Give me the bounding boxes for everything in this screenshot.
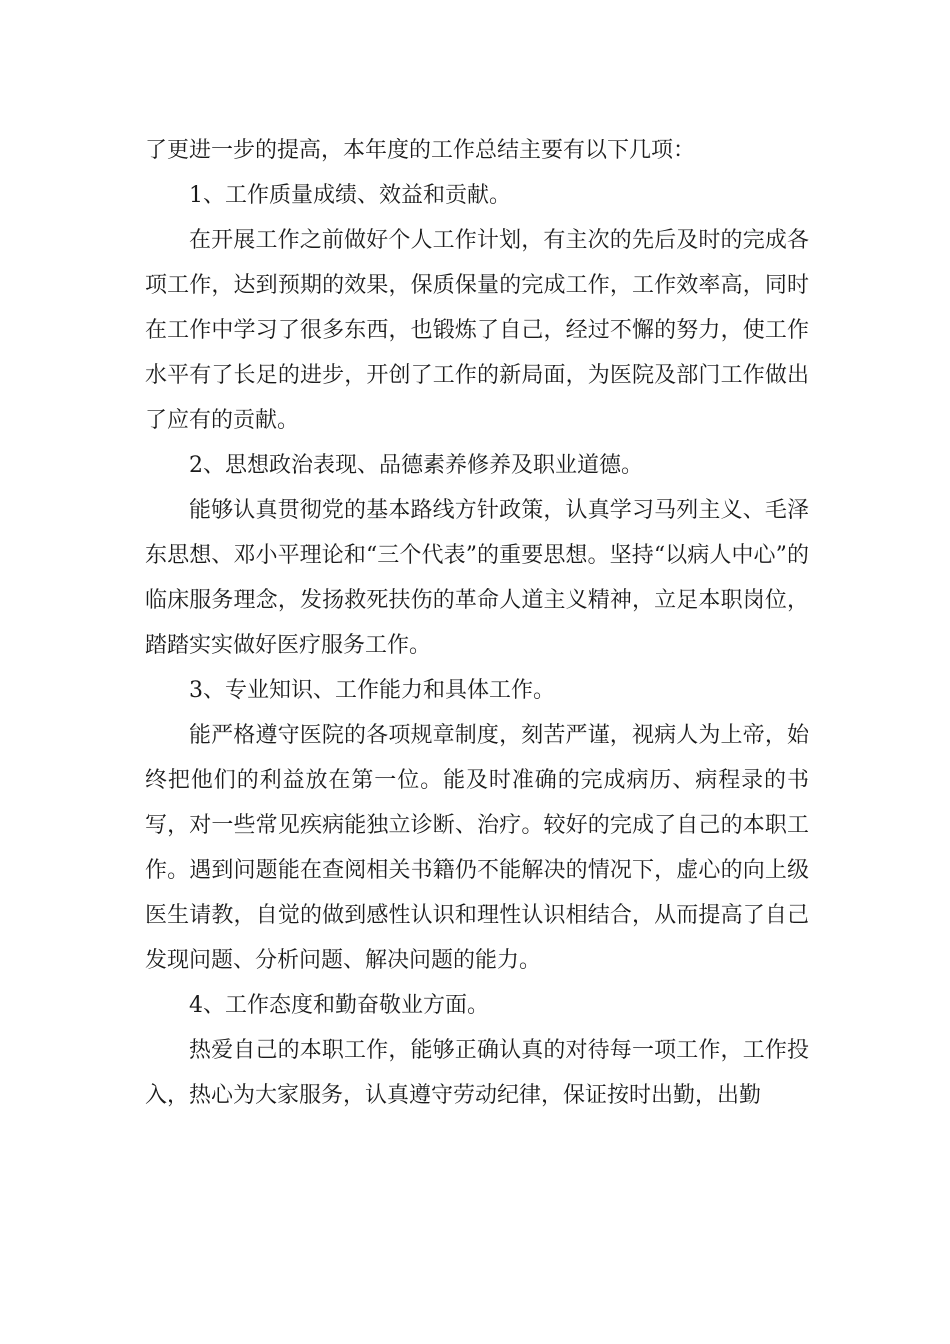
section-heading-political-ethics: 2、思想政治表现、品德素养修养及职业道德。 xyxy=(189,453,643,478)
paragraph-work-attitude: 热爱自己的本职工作，能够正确认真的对待每一项工作，工作投入，热心为大家服务，认真遵守劳动纪律，保证按时出勤，出勤 xyxy=(145,1038,809,1108)
section-heading-work-attitude: 4、工作态度和勤奋敬业方面。 xyxy=(189,993,489,1018)
paragraph-professional-skills: 能严格遵守医院的各项规章制度，刻苦严谨，视病人为上帝，始终把他们的利益放在第一位。能及时准确的完成病历、病程录的书写，对一些常见疾病能独立诊断、治疗。较好的完成了自己的本职工作。遇到问题能在查阅相关书籍仍不能解决的情况下，虚心的向上级医生请教，自觉的做到感性认识和理性认识相结合，从而提高了自己发现问题、分析问题、解决问题的能力。 xyxy=(145,723,809,973)
paragraph-work-quality: 在开展工作之前做好个人工作计划，有主次的先后及时的完成各项工作，达到预期的效果，保质保量的完成工作，工作效率高，同时在工作中学习了很多东西，也锻炼了自己，经过不懈的努力，使工作水平有了长足的进步，开创了工作的新局面，为医院及部门工作做出了应有的贡献。 xyxy=(145,228,809,433)
paragraph-political-ethics: 能够认真贯彻党的基本路线方针政策，认真学习马列主义、毛泽东思想、邓小平理论和“三个代表”的重要思想。坚持“以病人中心”的临床服务理念，发扬救死扶伤的革命人道主义精神，立足本职岗位，踏踏实实做好医疗服务工作。 xyxy=(145,498,809,658)
section-heading-work-quality: 1、工作质量成绩、效益和贡献。 xyxy=(189,183,511,208)
section-heading-professional-skills: 3、专业知识、工作能力和具体工作。 xyxy=(189,678,555,703)
paragraph-intro-continuation: 了更进一步的提高，本年度的工作总结主要有以下几项： xyxy=(145,138,696,163)
document-body xyxy=(145,128,809,1118)
